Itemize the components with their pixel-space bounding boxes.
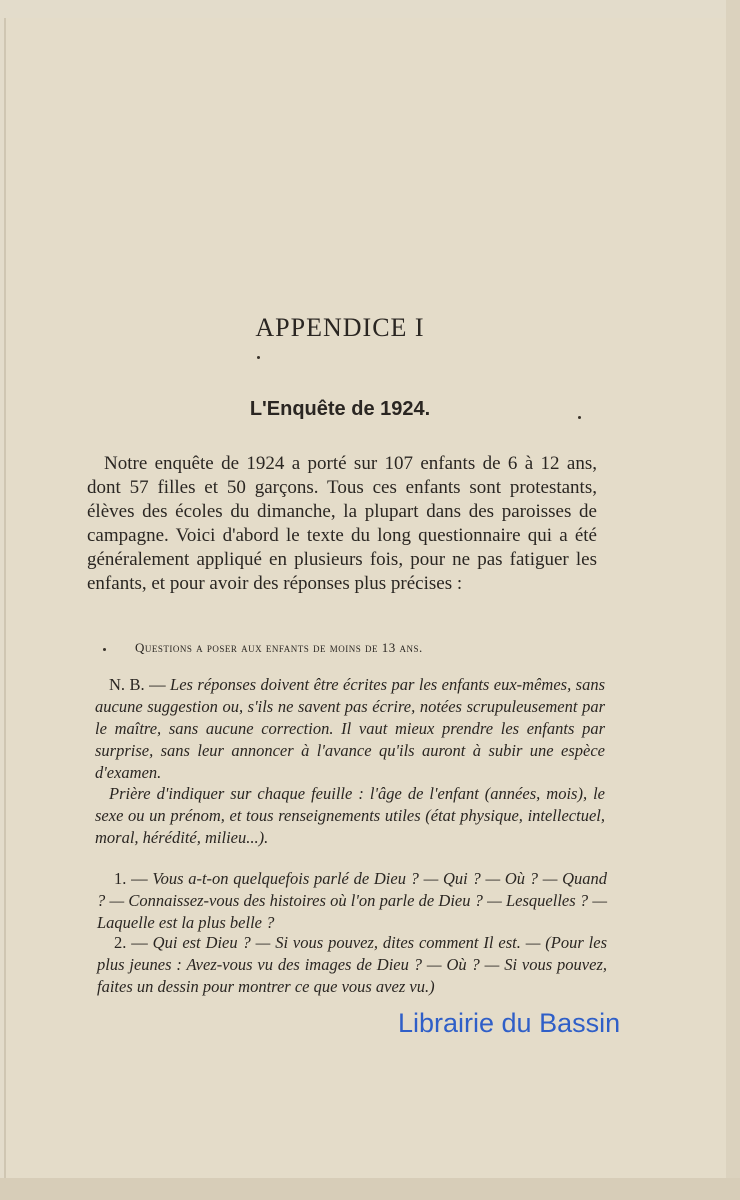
question-1 — [97, 868, 607, 934]
question-2-number: 2. — — [114, 933, 153, 952]
page-edge-right — [726, 0, 740, 1200]
appendix-title: APPENDICE I — [255, 313, 425, 342]
question-2 — [97, 932, 607, 998]
book-page — [4, 18, 740, 1200]
paper-speck — [103, 648, 106, 651]
watermark: Librairie du Bassin — [398, 1008, 621, 1038]
nb-lead: N. B. — — [109, 675, 171, 694]
page-edge-bottom — [0, 1178, 740, 1200]
intro-paragraph: Notre enquête de 1924 a porté sur 107 enfants de 6 à 12 ans, dont 57 filles et 50 garçons. Tous ces enfants sont protestants, élèves des écoles du dimanche, la plupart dans des paroisses de campagne. Voici d'abord le texte du long questionnaire qui a été généralement appliqué en plusieurs fois, pour ne pas fatiguer les enfants, et pour avoir des réponses plus précises : — [87, 453, 597, 594]
questions-header: Questions a poser aux enfants de moins de 13 ans. — [135, 640, 423, 655]
paper-speck — [257, 356, 260, 359]
question-1-text: Vous a-t-on quelquefois parlé de Dieu ? — Qui ? — Où ? — Quand ? — Connaissez-vous des histoires où l'on parle de Dieu ? — Lesquelles ? — Laquelle est la plus belle ? — [97, 869, 607, 932]
paper-speck — [578, 416, 581, 419]
section-title: L'Enquête de 1924. — [249, 398, 431, 420]
nb-text: Les réponses doivent être écrites par les enfants eux-mêmes, sans aucune suggestion ou, s'ils ne savent pas écrire, notées scrupuleusement par le maître, sans aucune correction. Il vaut mieux prendre les enfants par surprise, sans leur annoncer à l'avance qu'ils auront à subir une espèce d'examen. — [95, 675, 605, 782]
question-1-number: 1. — — [114, 869, 153, 888]
nb-paragraph — [95, 674, 605, 784]
instruction-paragraph: Prière d'indiquer sur chaque feuille : l'âge de l'enfant (années, mois), le sexe ou un prénom, et tous renseignements utiles (état physique, intellectuel, moral, hérédité, milieu...). — [95, 784, 605, 847]
question-2-text: Qui est Dieu ? — Si vous pouvez, dites comment Il est. — (Pour les plus jeunes : Avez-vous vu des images de Dieu ? — Où ? — Si vous pouvez, faites un dessin pour montrer ce que vous avez vu.) — [97, 933, 608, 996]
